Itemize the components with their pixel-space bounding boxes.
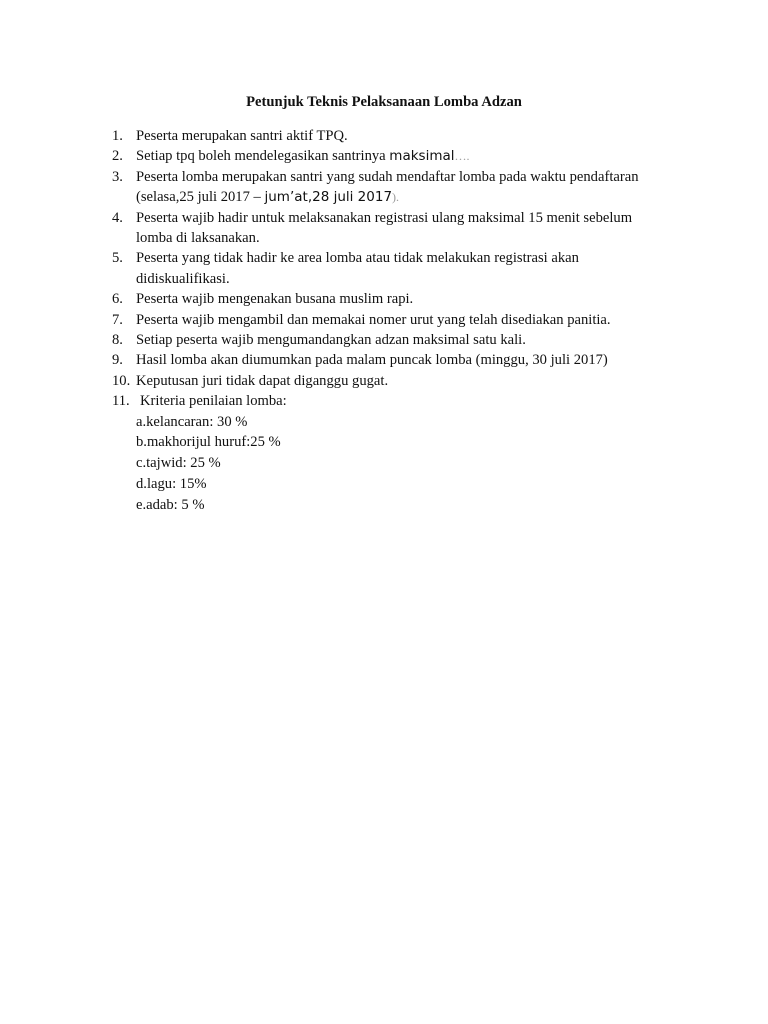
list-item [112,167,672,208]
list-item [112,310,672,330]
page-title: Petunjuk Teknis Pelaksanaan Lomba Adzan [246,94,522,110]
item-number: 1. [112,128,123,144]
item-number: 4. [112,209,123,226]
date-range-end: jum’at,28 juli 2017 [264,189,393,206]
list-item [112,146,672,166]
item-number: 2. [112,148,123,165]
item-text: Hasil lomba akan diumumkan pada malam puncak lomba (minggu, 30 juli 2017) [136,352,608,369]
item-text-line-1: Peserta yang tidak hadir ke area lomba atau tidak melakukan registrasi akan [136,250,579,267]
item-text: Kriteria penilaian lomba: [140,393,287,410]
item-number: 6. [112,291,123,308]
item-text: Peserta wajib mengenakan busana muslim rapi. [136,291,414,308]
criteria-item: e.adab: 5 % [136,496,205,513]
date-range-close: ). [392,190,400,205]
criteria-item: b.makhorijul huruf:25 % [136,434,281,451]
item-text: Keputusan juri tidak dapat diganggu gugat. [136,372,389,389]
list-item [112,391,672,515]
list-item [112,126,672,146]
list-item [112,289,672,309]
item-text: Peserta merupakan santri aktif TPQ. [136,128,348,144]
criteria-item: c.tajwid: 25 % [136,455,221,472]
item-text-line-2 [136,187,672,207]
date-range-start: (selasa,25 juli 2017 – [136,189,265,206]
criteria-item: d.lagu: 15% [136,476,207,493]
item-text-alt-font: maksimal [389,148,455,165]
item-text-line-1: Peserta lomba merupakan santri yang sudah mendaftar lomba pada waktu pendaftaran [136,168,639,185]
item-number: 10. [112,372,131,389]
item-text-line-1: Peserta wajib hadir untuk melaksanakan registrasi ulang maksimal 15 menit sebelum [136,209,633,226]
item-number: 9. [112,352,123,369]
item-number: 3. [112,168,123,185]
criteria-item: a.kelancaran: 30 % [136,413,248,430]
item-trailing-dots: …. [454,149,470,164]
item-number: 11. [112,393,130,410]
item-text: Peserta wajib mengambil dan memakai nomer urut yang telah disediakan panitia. [136,311,611,328]
item-number: 5. [112,250,123,267]
list-item [112,350,672,370]
list-item [112,371,672,391]
item-text-line-2: lomba di laksanakan. [136,230,260,247]
list-item [112,208,672,249]
list-item [112,330,672,350]
item-number: 8. [112,332,123,349]
item-text-line-2: didiskualifikasi. [136,270,230,287]
item-number: 7. [112,311,123,328]
item-text: Setiap peserta wajib mengumandangkan adzan maksimal satu kali. [136,332,526,349]
item-text: Setiap tpq boleh mendelegasikan santrinya [136,148,390,165]
list-item [112,248,672,289]
rules-list [112,126,672,516]
